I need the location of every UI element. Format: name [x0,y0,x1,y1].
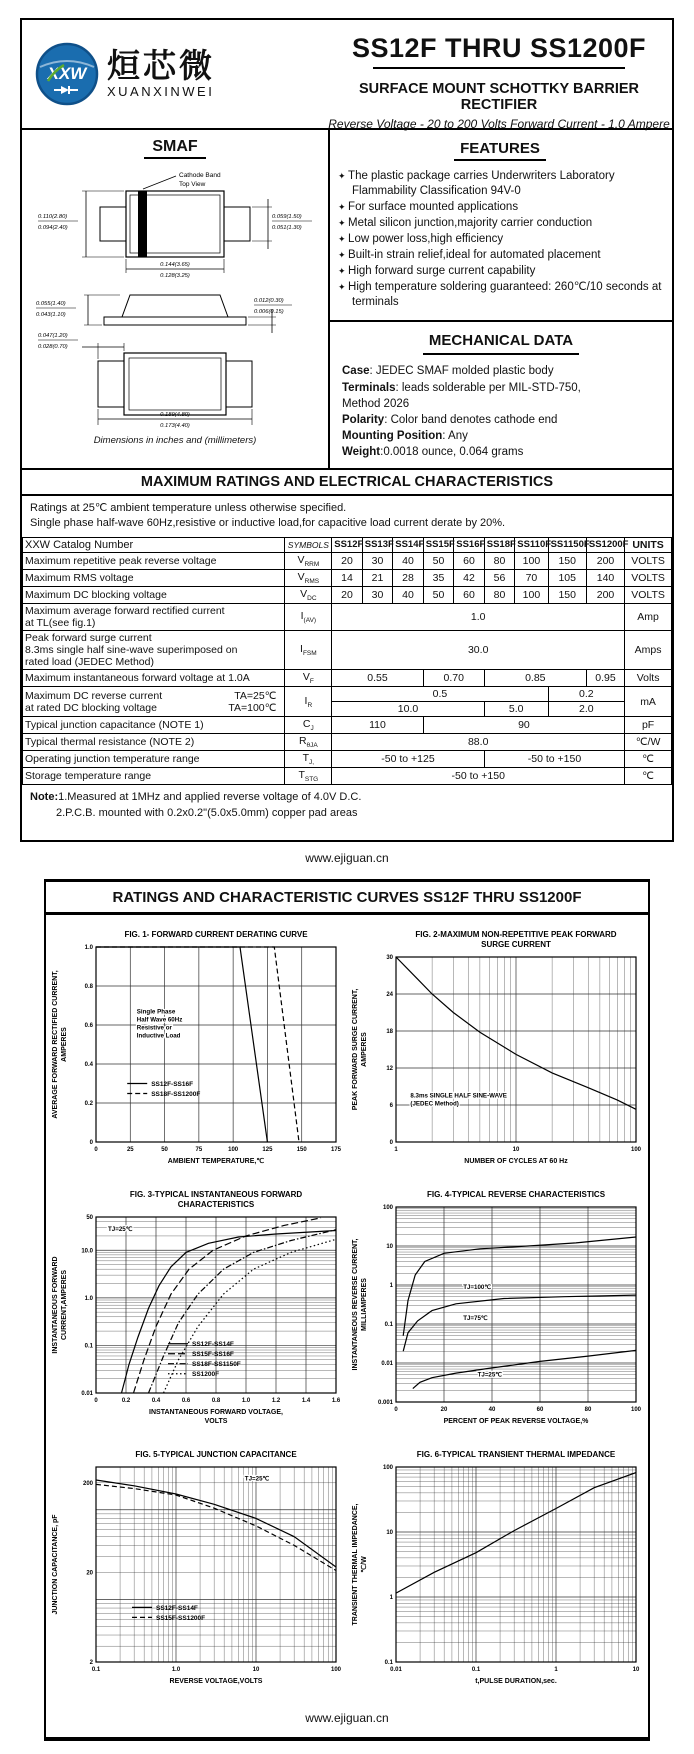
value-cell: 60 [454,552,485,569]
table-row [23,734,672,751]
svg-text:1.0: 1.0 [84,1296,93,1303]
value-cell: 70 [515,569,548,586]
svg-text:Half Wave 60Hz: Half Wave 60Hz [136,1016,183,1024]
unit-cell: VOLTS [625,552,672,569]
svg-text:0.1: 0.1 [384,1322,393,1329]
svg-text:100: 100 [382,1465,393,1472]
svg-text:1.4: 1.4 [301,1398,311,1405]
svg-text:0: 0 [94,1398,98,1405]
value-cell: 100 [515,552,548,569]
svg-text:0.001: 0.001 [377,1400,393,1407]
svg-text:0: 0 [89,1140,93,1147]
svg-text:t,PULSE DURATION,sec.: t,PULSE DURATION,sec. [475,1678,557,1686]
page-1 [20,18,674,842]
svg-text:10: 10 [632,1667,640,1674]
svg-text:Resistive or: Resistive or [136,1024,172,1032]
column-header: SS16F [454,537,485,552]
svg-text:12: 12 [386,1066,393,1073]
dim-d6b: 0.028(0.70) [38,344,68,350]
mechanical-row: Method 2026 [342,397,410,410]
table-row [23,569,672,586]
features-section [330,130,672,322]
part-number-title: SS12F THRU SS1200F [351,33,647,63]
figure-1-chart [48,927,348,1179]
svg-text:0.2: 0.2 [84,1101,93,1108]
value-cell: 100 [515,586,548,603]
table-row [23,586,672,603]
value-cell: 110 [332,717,424,734]
svg-text:FIG. 3-TYPICAL INSTANTANEOUS F: FIG. 3-TYPICAL INSTANTANEOUS FORWARD [129,1190,303,1200]
value-cell: 50 [423,552,454,569]
svg-text:1.0: 1.0 [241,1398,251,1405]
svg-text:1.0: 1.0 [171,1667,181,1674]
dimensions-caption: Dimensions in inches and (millimeters) [93,435,257,446]
cathode-band-label: Cathode Band [179,172,221,179]
row-symbol: $V_{RRM}$ [285,552,332,569]
dim-d4a: 0.055(1.40) [36,301,66,307]
value-cell: 20 [332,552,363,569]
value-cell: 0.95 [586,669,624,686]
value-cell: 150 [548,586,586,603]
column-header: SS15F [423,537,454,552]
value-cell: 200 [586,586,624,603]
dim-d3b: 0.128(3.25) [160,273,190,279]
features-list [338,169,662,309]
dim-d5b: 0.006(0.15) [254,309,284,315]
unit-cell: ℃ [625,751,672,768]
svg-text:VOLTS: VOLTS [204,1418,228,1426]
table-row [23,768,672,785]
svg-text:CHARACTERISTICS: CHARACTERISTICS [177,1200,255,1210]
svg-text:1.2: 1.2 [271,1398,281,1405]
row-label: Maximum RMS voltage [23,569,285,586]
mechanical-list [342,363,660,460]
svg-text:SS18F-SS1150F: SS18F-SS1150F [192,1361,241,1369]
svg-text:SS15F-SS16F: SS15F-SS16F [192,1351,234,1359]
svg-text:CURRENT,AMPERES: CURRENT,AMPERES [61,1270,68,1341]
dim-d6a: 0.047(1.20) [38,333,68,339]
figure-5-chart [48,1447,348,1699]
svg-text:0.01: 0.01 [81,1391,93,1398]
svg-text:SS12F-SS14F: SS12F-SS14F [192,1341,234,1349]
svg-text:30: 30 [386,955,393,962]
value-cell: 56 [484,569,515,586]
value-cell: 35 [423,569,454,586]
svg-text:AVERAGE FORWARD RECTIFIED CURR: AVERAGE FORWARD RECTIFIED CURRENT, [52,970,59,1119]
svg-text:FIG. 4-TYPICAL REVERSE CHARACT: FIG. 4-TYPICAL REVERSE CHARACTERISTICS [426,1190,606,1200]
value-cell: 10.0 [332,702,485,717]
value-cell: 140 [586,569,624,586]
column-header: SS12F [332,537,363,552]
svg-text:50: 50 [86,1215,93,1222]
website-footer-2: www.ejiguan.cn [305,1711,389,1726]
svg-text:20: 20 [440,1407,448,1414]
svg-text:0.1: 0.1 [384,1660,393,1667]
value-cell: 5.0 [484,702,548,717]
row-label: Maximum instantaneous forward voltage at 1.0A [23,669,285,686]
value-cell: 0.5 [332,687,548,702]
value-cell: 30 [362,586,393,603]
svg-text:TRANSIENT THERMAL IMPEDANCE,: TRANSIENT THERMAL IMPEDANCE, [352,1503,359,1626]
svg-text:0.6: 0.6 [84,1023,93,1030]
feature-item: ✦ Low power loss,high efficiency [338,232,662,247]
table-row [23,552,672,569]
svg-text:Single Phase: Single Phase [136,1008,176,1016]
dim-d7a: 0.189(4.80) [160,412,190,418]
value-cell: 40 [393,552,424,569]
value-cell: 1.0 [332,603,625,630]
svg-text:50: 50 [161,1147,168,1154]
svg-text:1: 1 [394,1147,398,1154]
mechanical-data-section [330,322,672,468]
svg-text:1.6: 1.6 [331,1398,341,1405]
table-row [23,603,672,630]
svg-text:FIG. 1- FORWARD CURRENT DERATI: FIG. 1- FORWARD CURRENT DERATING CURVE [124,930,308,940]
logo-text [107,46,215,100]
svg-text:AMBIENT TEMPERATURE,℃: AMBIENT TEMPERATURE,℃ [167,1158,265,1166]
dim-d1b: 0.094(2.40) [38,225,68,231]
figure-2 [348,927,648,1179]
svg-text:AMPERES: AMPERES [61,1027,68,1063]
curves-page-title: RATINGS AND CHARACTERISTIC CURVES SS12F THRU SS1200F [46,882,648,915]
company-logo [22,20,326,128]
row-label: Operating junction temperature range [23,751,285,768]
ratings-table [22,537,672,786]
svg-text:TJ=25℃: TJ=25℃ [244,1475,270,1483]
column-header: SS1150F [548,537,586,552]
table-notes [22,785,672,840]
svg-text:1.0: 1.0 [84,945,93,952]
dim-d5a: 0.012(0.30) [254,298,284,304]
svg-text:(JEDEC Method): (JEDEC Method) [410,1100,459,1108]
svg-text:℃/W: ℃/W [361,1556,368,1574]
mechanical-row: Case: JEDEC SMAF molded plastic body [342,365,554,378]
logo-cn-name: 烜芯微 [107,46,215,84]
row-label: Peak forward surge current 8.3ms single half sine-wave superimposed on rated load (JEDEC Method) [23,630,285,669]
svg-text:0.01: 0.01 [390,1667,402,1674]
dim-d2a: 0.059(1.50) [272,214,302,220]
datasheet-page [0,18,694,1754]
svg-text:SURGE CURRENT: SURGE CURRENT [481,940,551,950]
mechanical-row: Mounting Position: Any [342,429,468,442]
value-cell: 150 [548,552,586,569]
mechanical-title: MECHANICAL DATA [423,330,579,355]
svg-text:NUMBER OF CYCLES AT 60 Hz: NUMBER OF CYCLES AT 60 Hz [464,1158,568,1166]
row-symbol: $V_{RMS}$ [285,569,332,586]
row-symbol: $I_{(AV)}$ [285,603,332,630]
figure-1 [48,927,348,1179]
right-column [330,130,672,468]
mechanical-row: Weight:0.0018 ounce, 0.064 grams [342,445,524,458]
svg-text:10: 10 [512,1147,520,1154]
svg-text:0.4: 0.4 [151,1398,161,1405]
note-line: Note:1.Measured at 1MHz and applied reverse voltage of 4.0V D.C. [30,791,362,804]
column-header: SS110F [515,537,548,552]
svg-text:24: 24 [386,992,393,999]
value-cell: -50 to +150 [332,768,625,785]
svg-text:FIG. 2-MAXIMUM NON-REPETITIVE: FIG. 2-MAXIMUM NON-REPETITIVE PEAK FORWARD [415,930,617,940]
svg-text:SS12F-SS16F: SS12F-SS16F [151,1081,194,1089]
value-cell: 2.0 [548,702,625,717]
dim-d3a: 0.144(3.65) [160,262,190,268]
svg-text:20: 20 [86,1570,93,1577]
table-row [23,717,672,734]
column-header: SS1200F [586,537,624,552]
svg-text:1: 1 [389,1595,393,1602]
svg-text:100: 100 [630,1147,642,1154]
svg-text:6: 6 [389,1103,393,1110]
svg-text:0.8: 0.8 [84,984,93,991]
table-row [23,630,672,669]
svg-text:INSTANTANEOUS REVERSE CURRENT,: INSTANTANEOUS REVERSE CURRENT, [352,1238,359,1371]
unit-cell: VOLTS [625,586,672,603]
svg-text:150: 150 [296,1147,307,1154]
value-cell: 30 [362,552,393,569]
svg-text:MILLIAMPERES: MILLIAMPERES [361,1278,368,1332]
table-row [23,751,672,768]
svg-text:0.4: 0.4 [84,1062,93,1069]
package-name: SMAF [144,138,205,159]
svg-text:0: 0 [394,1407,398,1414]
svg-text:200: 200 [82,1481,93,1488]
unit-cell: Volts [625,669,672,686]
value-cell: 0.55 [332,669,424,686]
row-symbol: $T_{J,}$ [285,751,332,768]
feature-item: ✦ The plastic package carries Underwriters Laboratory Flammability Classification 94V-0 [338,169,662,199]
value-cell: 50 [423,586,454,603]
value-cell: -50 to +125 [332,751,485,768]
figure-4-chart [348,1187,648,1439]
package-drawing [30,161,320,433]
svg-text:0.1: 0.1 [91,1667,101,1674]
unit-cell: Amp [625,603,672,630]
row-label: Maximum repetitive peak reverse voltage [23,552,285,569]
svg-text:0: 0 [94,1147,98,1154]
svg-text:1: 1 [389,1283,393,1290]
page-2 [44,879,650,1741]
svg-text:SS12F-SS14F: SS12F-SS14F [156,1605,198,1613]
value-cell: 20 [332,586,363,603]
top-view-label: Top View [179,181,206,188]
ratings-table-body [23,552,672,785]
figure-3 [48,1187,348,1439]
dim-d1a: 0.110(2.80) [38,214,68,220]
ratings-table-head [23,537,672,552]
svg-text:175: 175 [330,1147,342,1154]
table-header-row [23,537,672,552]
figures-grid [46,915,648,1703]
svg-text:PEAK FORWARD SURGE CURRENT,: PEAK FORWARD SURGE CURRENT, [352,989,359,1111]
svg-text:8.3ms SINGLE HALF SINE-WAVE: 8.3ms SINGLE HALF SINE-WAVE [410,1092,507,1100]
svg-text:Inductive Load: Inductive Load [136,1032,181,1040]
svg-text:TJ=25℃: TJ=25℃ [108,1226,133,1234]
svg-text:0.6: 0.6 [181,1398,191,1405]
svg-text:INSTANTANEOUS FORWARD: INSTANTANEOUS FORWARD [52,1256,59,1354]
value-cell: 80 [484,586,515,603]
svg-text:FIG. 6-TYPICAL TRANSIENT THERM: FIG. 6-TYPICAL TRANSIENT THERMAL IMPEDANCE [416,1450,616,1460]
features-title: FEATURES [454,140,546,161]
row-symbol: $I_{FSM}$ [285,630,332,669]
figure-4 [348,1187,648,1439]
svg-text:0.01: 0.01 [381,1361,393,1368]
catalog-header: XXW Catalog Number [23,537,285,552]
ratings-conditions [22,496,672,537]
row-symbol: $I_R$ [285,687,332,717]
svg-text:125: 125 [262,1147,273,1154]
svg-text:10: 10 [386,1530,393,1537]
figure-3-chart [48,1187,348,1439]
unit-cell: ℃/W [625,734,672,751]
svg-text:80: 80 [584,1407,592,1414]
max-ratings-heading: MAXIMUM RATINGS AND ELECTRICAL CHARACTERISTICS [22,468,672,496]
column-header: SYMBOLS [285,537,332,552]
figure-5 [48,1447,348,1699]
value-cell: 105 [548,569,586,586]
svg-text:25: 25 [126,1147,134,1154]
svg-text:1: 1 [554,1667,558,1674]
value-cell: 80 [484,552,515,569]
svg-text:AMPERES: AMPERES [361,1032,368,1068]
row-symbol: $V_{DC}$ [285,586,332,603]
value-cell: 88.0 [332,734,625,751]
value-cell: 21 [362,569,393,586]
row-label: Storage temperature range [23,768,285,785]
mechanical-row: Terminals: leads solderable per MIL-STD-750, [342,381,581,394]
svg-text:SS18F-SS1200F: SS18F-SS1200F [151,1091,201,1099]
row-label: Typical junction capacitance (NOTE 1) [23,717,285,734]
column-header: SS14F [393,537,424,552]
header [22,20,672,130]
svg-text:0: 0 [389,1140,393,1147]
svg-text:JUNCTION CAPACITANCE, pF: JUNCTION CAPACITANCE, pF [52,1514,59,1615]
unit-cell: ℃ [625,768,672,785]
logo-mark-icon [34,41,100,107]
feature-item: ✦ High temperature soldering guaranteed: 260℃/10 seconds at terminals [338,280,662,310]
row-label: Typical thermal resistance (NOTE 2) [23,734,285,751]
svg-text:10: 10 [386,1244,393,1251]
unit-cell: pF [625,717,672,734]
column-header: SS18F [484,537,515,552]
feature-item: ✦ Built-in strain relief,ideal for automated placement [338,248,662,263]
svg-text:TJ=75℃: TJ=75℃ [463,1315,488,1323]
unit-cell: mA [625,687,672,717]
svg-text:TJ=25℃: TJ=25℃ [477,1371,503,1379]
value-cell: 90 [423,717,624,734]
value-cell: 40 [393,586,424,603]
column-header: UNITS [625,537,672,552]
package-outline-section [22,130,330,468]
svg-text:SS15F-SS1200F: SS15F-SS1200F [156,1615,206,1623]
svg-text:0.1: 0.1 [471,1667,481,1674]
figure-2-chart [348,927,648,1179]
row-symbol: $C_J$ [285,717,332,734]
logo-en-name: XUANXINWEI [107,84,215,100]
row-label: Maximum DC reverse current TA=25℃ at rated DC blocking voltage TA=100℃ [23,687,285,717]
unit-cell: Amps [625,630,672,669]
unit-cell: VOLTS [625,569,672,586]
note-line: 2.P.C.B. mounted with 0.2x0.2"(5.0x5.0mm) copper pad areas [56,807,358,820]
row-label: Maximum DC blocking voltage [23,586,285,603]
package-and-features [22,130,672,468]
svg-text:0.8: 0.8 [211,1398,221,1405]
svg-text:10.0: 10.0 [81,1248,93,1255]
svg-text:10: 10 [252,1667,260,1674]
svg-text:100: 100 [228,1147,239,1154]
ratings-condition-line-1: Ratings at 25℃ ambient temperature unless otherwise specified. [30,502,347,514]
svg-text:100: 100 [630,1407,642,1414]
row-label: Maximum average forward rectified current at TL(see fig.1) [23,603,285,630]
feature-item: ✦ High forward surge current capability [338,264,662,279]
figure-6-chart [348,1447,648,1699]
svg-text:2: 2 [89,1660,93,1667]
svg-text:PERCENT OF PEAK REVERSE VOLTAG: PERCENT OF PEAK REVERSE VOLTAGE,% [443,1418,589,1426]
value-cell: 200 [586,552,624,569]
svg-text:40: 40 [488,1407,496,1414]
feature-item: ✦ Metal silicon junction,majority carrier conduction [338,216,662,231]
logo-mark-text: XXW [47,64,87,83]
table-row [23,669,672,686]
title-underline [373,67,625,69]
value-cell: 14 [332,569,363,586]
svg-text:100: 100 [330,1667,342,1674]
row-symbol: $T_{STG}$ [285,768,332,785]
title-block [326,20,672,131]
feature-item: ✦ For surface mounted applications [338,200,662,215]
column-header: SS13F [362,537,393,552]
table-row [23,687,672,702]
svg-text:REVERSE VOLTAGE,VOLTS: REVERSE VOLTAGE,VOLTS [169,1678,263,1686]
svg-text:SS1200F: SS1200F [192,1371,220,1379]
svg-text:18: 18 [386,1029,393,1036]
value-cell: 28 [393,569,424,586]
value-cell: 0.2 [548,687,625,702]
value-cell: 0.70 [423,669,484,686]
svg-text:60: 60 [536,1407,544,1414]
value-cell: 60 [454,586,485,603]
device-subtitle: SURFACE MOUNT SCHOTTKY BARRIER RECTIFIER [358,81,640,113]
svg-text:100: 100 [382,1205,393,1212]
value-cell: -50 to +150 [484,751,624,768]
dim-d2b: 0.051(1.30) [272,225,302,231]
svg-text:FIG. 5-TYPICAL JUNCTION CAPACI: FIG. 5-TYPICAL JUNCTION CAPACITANCE [135,1450,297,1460]
value-cell: 30.0 [332,630,625,669]
ratings-condition-line-2: Single phase half-wave 60Hz,resistive or inductive load,for capacitive load current derate by 20%. [30,516,506,529]
svg-text:TJ=100℃: TJ=100℃ [463,1284,492,1292]
row-symbol: $V_F$ [285,669,332,686]
value-cell: 0.85 [484,669,586,686]
svg-text:INSTANTANEOUS FORWARD VOLTAGE,: INSTANTANEOUS FORWARD VOLTAGE, [149,1409,283,1417]
figure-6 [348,1447,648,1699]
dim-d4b: 0.043(1.10) [36,312,66,318]
ratings-tagline: Reverse Voltage - 20 to 200 Volts Forward Current - 1.0 Ampere [328,117,670,131]
dim-d7b: 0.173(4.40) [160,423,190,429]
website-footer-1: www.ejiguan.cn [305,851,389,866]
svg-text:0.2: 0.2 [121,1398,131,1405]
row-symbol: $R_{\theta JA}$ [285,734,332,751]
mechanical-row: Polarity: Color band denotes cathode end [342,413,558,426]
svg-text:0.1: 0.1 [84,1343,93,1350]
value-cell: 42 [454,569,485,586]
svg-text:75: 75 [195,1147,203,1154]
